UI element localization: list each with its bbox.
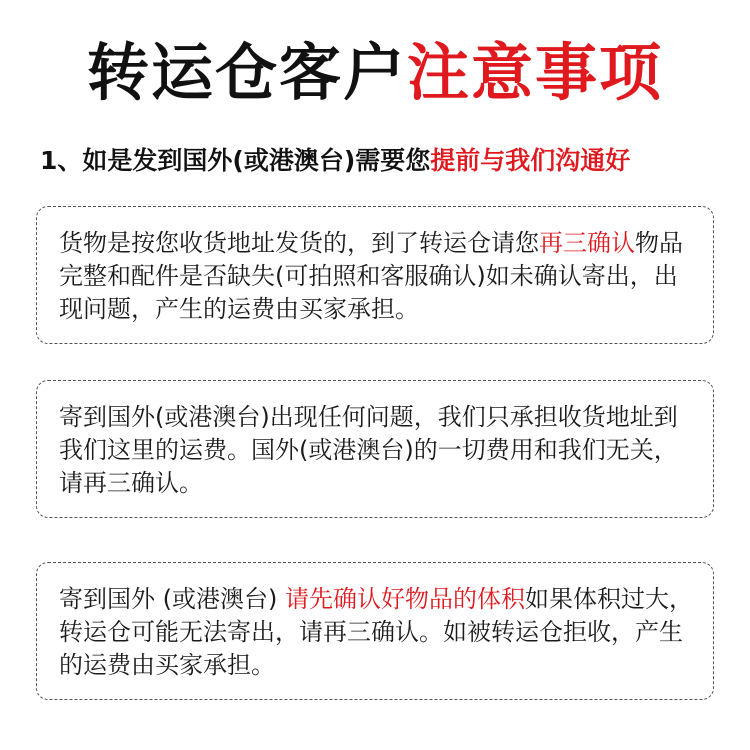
notice-text-after: 如果体积过大，转运仓可能无法寄出，请再三确认。如被转运仓拒收，产生的运费由买家承担。 <box>59 585 693 679</box>
notice-card-overseas-liability <box>36 380 714 518</box>
notice-card-receipt-check <box>36 206 714 344</box>
notice-text <box>59 583 693 682</box>
notice-text-accent: 请先确认好物品的体积 <box>284 585 525 613</box>
notice-text-before: 货物是按您收货地址发货的，到了转运仓请您 <box>59 229 539 257</box>
notice-text-after: 物品完整和配件是否缺失(可拍照和客服确认)如未确认寄出，出现问题，产生的运费由买家承担。 <box>59 229 683 323</box>
notice-card-volume-check <box>36 562 714 700</box>
section-heading <box>40 143 720 179</box>
notice-text <box>59 401 693 500</box>
section-heading-prefix: 1、如是发到国外(或港澳台)需要您 <box>40 146 431 175</box>
notice-text-before: 寄到国外(或港澳台)出现任何问题，我们只承担收货地址到我们这里的运费。国外(或港澳台)的一切费用和我们无关，请再三确认。 <box>59 403 678 497</box>
page-title <box>0 38 750 108</box>
section-heading-accent: 提前与我们沟通好 <box>430 146 631 175</box>
title-main: 转运仓客户 <box>86 36 407 109</box>
notice-text <box>59 227 693 326</box>
notice-text-before: 寄到国外 (或港澳台) <box>59 585 285 613</box>
title-accent: 注意事项 <box>407 36 664 109</box>
notice-text-accent: 再三确认 <box>539 229 635 257</box>
